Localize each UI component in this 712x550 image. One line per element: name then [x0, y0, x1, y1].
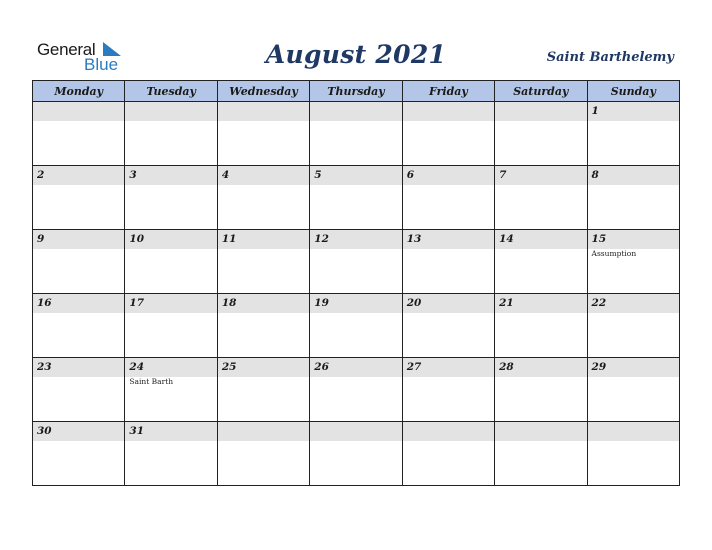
day-cell	[310, 294, 402, 358]
day-cell	[587, 102, 679, 166]
day-number: 31	[125, 422, 216, 441]
day-cell	[495, 294, 587, 358]
day-cell	[587, 358, 679, 422]
day-number: 18	[218, 294, 309, 313]
day-number: 8	[588, 166, 679, 185]
day-cell	[125, 422, 217, 486]
day-cell	[587, 230, 679, 294]
day-cell	[125, 294, 217, 358]
holiday-label: Assumption	[591, 249, 637, 258]
day-cell	[33, 358, 125, 422]
day-number: 7	[495, 166, 586, 185]
weekday-header: Monday	[33, 81, 125, 102]
day-number: 25	[218, 358, 309, 377]
day-number: 15	[588, 230, 679, 249]
day-cell	[217, 358, 309, 422]
weekday-header: Thursday	[310, 81, 402, 102]
week-row	[33, 166, 680, 230]
day-number: 5	[310, 166, 401, 185]
day-number	[403, 422, 494, 441]
calendar-title: August 2021	[265, 40, 447, 69]
day-cell	[495, 422, 587, 486]
day-number: 28	[495, 358, 586, 377]
day-number: 26	[310, 358, 401, 377]
day-cell	[125, 358, 217, 422]
weekday-header: Saturday	[495, 81, 587, 102]
calendar-grid	[32, 80, 680, 486]
day-cell	[217, 294, 309, 358]
day-number: 24	[125, 358, 216, 377]
day-cell	[495, 166, 587, 230]
day-number	[495, 102, 586, 121]
day-cell	[33, 102, 125, 166]
day-number	[310, 102, 401, 121]
weekday-header: Wednesday	[217, 81, 309, 102]
day-number: 30	[33, 422, 124, 441]
day-cell	[495, 230, 587, 294]
day-number: 6	[403, 166, 494, 185]
day-number: 16	[33, 294, 124, 313]
day-cell	[402, 358, 494, 422]
day-cell	[402, 102, 494, 166]
day-number: 27	[403, 358, 494, 377]
weekday-header-row	[33, 81, 680, 102]
day-cell	[310, 166, 402, 230]
day-number: 10	[125, 230, 216, 249]
day-number: 23	[33, 358, 124, 377]
holiday-label: Saint Barth	[129, 377, 174, 386]
day-cell	[33, 422, 125, 486]
day-number: 29	[588, 358, 679, 377]
weekday-header: Friday	[402, 81, 494, 102]
day-number	[588, 422, 679, 441]
day-number: 1	[588, 102, 679, 121]
logo-text-general: General	[37, 40, 96, 59]
day-cell	[33, 230, 125, 294]
day-number	[218, 102, 309, 121]
region-name: Saint Barthelemy	[546, 50, 674, 65]
day-number: 13	[403, 230, 494, 249]
day-cell	[587, 294, 679, 358]
day-cell	[125, 166, 217, 230]
day-cell	[310, 102, 402, 166]
day-number	[125, 102, 216, 121]
day-number	[33, 102, 124, 121]
logo-text-blue: Blue	[84, 55, 119, 74]
day-cell	[217, 422, 309, 486]
day-cell	[310, 230, 402, 294]
day-number: 11	[218, 230, 309, 249]
week-row	[33, 422, 680, 486]
day-cell	[125, 230, 217, 294]
day-number	[403, 102, 494, 121]
day-cell	[495, 102, 587, 166]
day-cell	[495, 358, 587, 422]
weekday-header: Tuesday	[125, 81, 217, 102]
week-row	[33, 358, 680, 422]
day-cell	[125, 102, 217, 166]
day-cell	[402, 294, 494, 358]
day-number	[495, 422, 586, 441]
week-row	[33, 102, 680, 166]
day-number: 21	[495, 294, 586, 313]
day-number: 17	[125, 294, 216, 313]
day-number	[218, 422, 309, 441]
day-cell	[217, 230, 309, 294]
day-cell	[402, 230, 494, 294]
day-cell	[217, 102, 309, 166]
day-number: 12	[310, 230, 401, 249]
day-cell	[402, 422, 494, 486]
day-number: 19	[310, 294, 401, 313]
day-number: 9	[33, 230, 124, 249]
day-cell	[402, 166, 494, 230]
day-number: 3	[125, 166, 216, 185]
day-cell	[217, 166, 309, 230]
week-row	[33, 230, 680, 294]
day-cell	[310, 358, 402, 422]
day-number: 14	[495, 230, 586, 249]
day-number: 22	[588, 294, 679, 313]
day-number: 20	[403, 294, 494, 313]
day-number	[310, 422, 401, 441]
day-cell	[310, 422, 402, 486]
day-cell	[587, 422, 679, 486]
day-cell	[587, 166, 679, 230]
day-number: 2	[33, 166, 124, 185]
day-cell	[33, 294, 125, 358]
week-row	[33, 294, 680, 358]
day-number: 4	[218, 166, 309, 185]
weekday-header: Sunday	[587, 81, 679, 102]
day-cell	[33, 166, 125, 230]
